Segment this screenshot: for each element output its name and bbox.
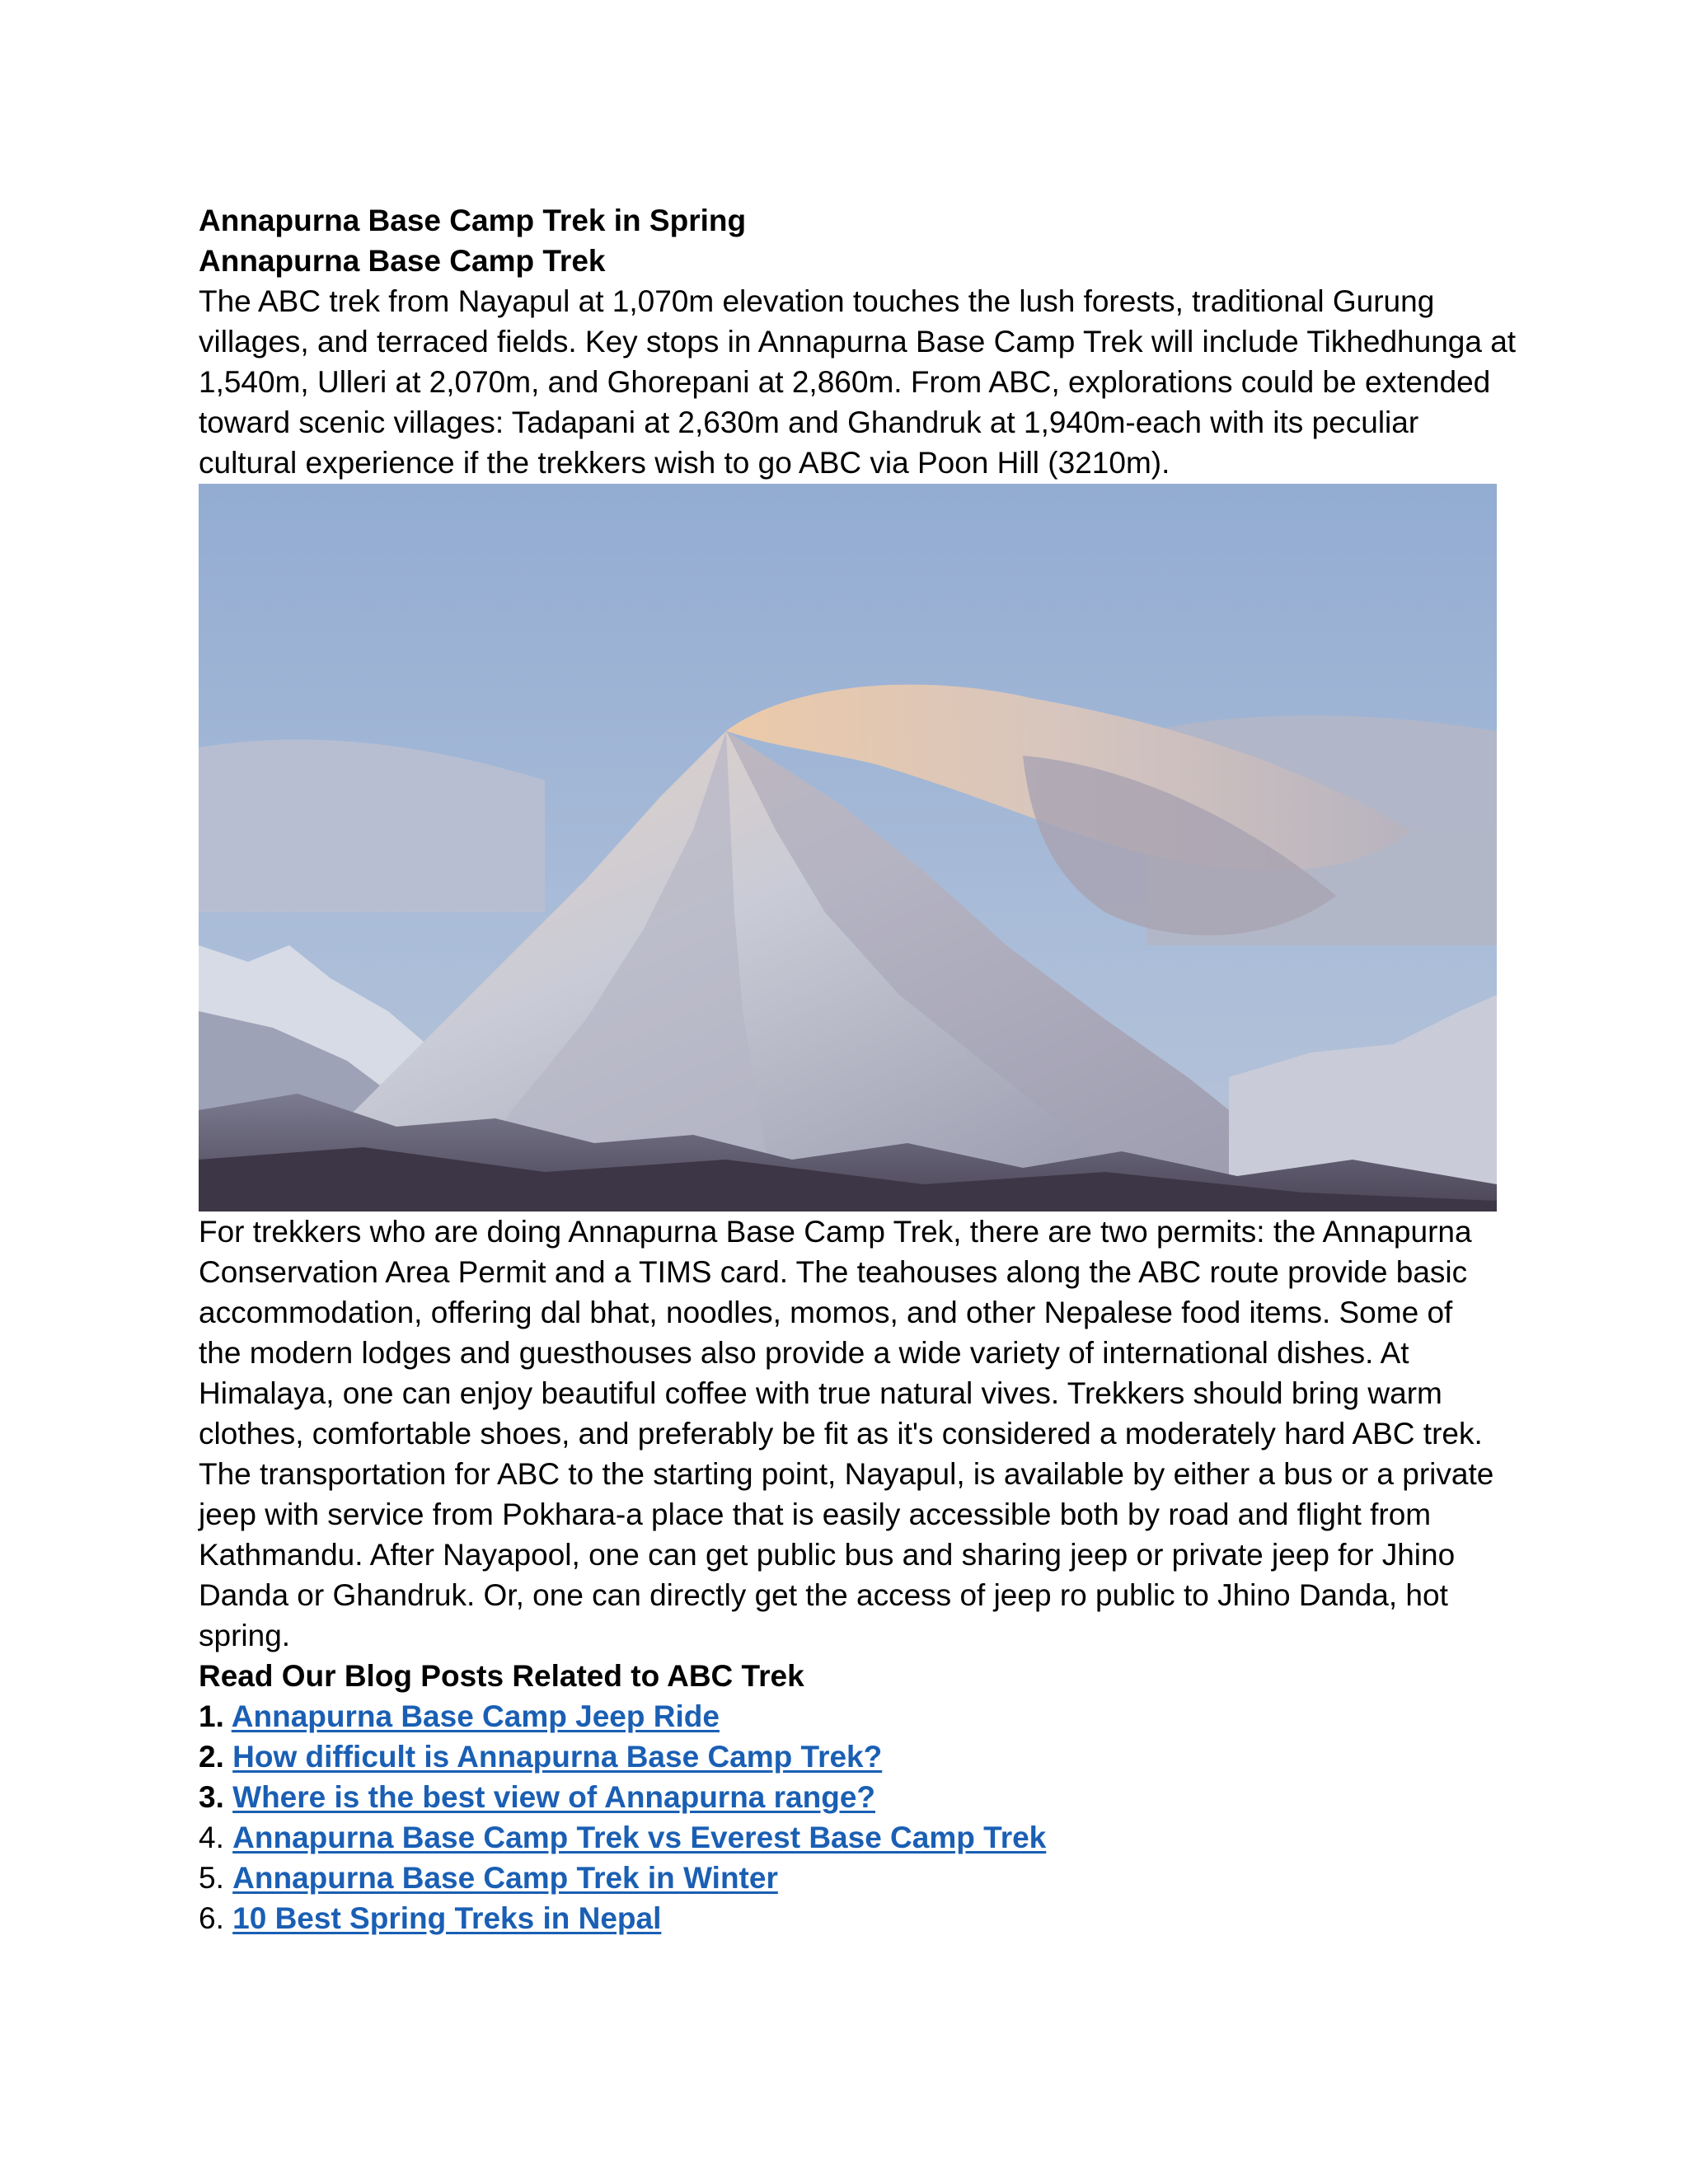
body-line: Himalaya, one can enjoy beautiful coffee with true natural vives. Trekkers should bring warm <box>199 1376 1442 1410</box>
body-line: accommodation, offering dal bhat, noodles, momos, and other Nepalese food items. Some of <box>199 1296 1453 1329</box>
body-line: The transportation for ABC to the starting point, Nayapul, is available by either a bus or a private <box>199 1457 1494 1491</box>
body-paragraph <box>199 1212 1501 1656</box>
mountain-photo <box>199 484 1497 1212</box>
blog-link-jeep-ride[interactable]: Annapurna Base Camp Jeep Ride <box>231 1699 720 1733</box>
intro-line: 1,540m, Ulleri at 2,070m, and Ghorepani at 2,860m. From ABC, explorations could be extended <box>199 365 1491 399</box>
body-line: clothes, comfortable shoes, and preferably be fit as it's considered a moderately hard ABC trek. <box>199 1417 1483 1451</box>
intro-line: The ABC trek from Nayapul at 1,070m elevation touches the lush forests, traditional Gurung <box>199 284 1435 318</box>
body-line: jeep with service from Pokhara-a place that is easily accessible both by road and flight from <box>199 1497 1432 1531</box>
intro-line: toward scenic villages: Tadapani at 2,630m and Ghandruk at 1,940m-each with its peculiar <box>199 405 1419 439</box>
blog-links-list <box>199 1696 1501 1938</box>
list-number: 2. <box>199 1740 233 1774</box>
list-number: 6. <box>199 1901 233 1935</box>
list-item <box>199 1696 1501 1736</box>
document-page <box>199 200 1517 1938</box>
list-item <box>199 1817 1501 1858</box>
list-number: 1. <box>199 1699 232 1733</box>
body-line: For trekkers who are doing Annapurna Base Camp Trek, there are two permits: the Annapurna <box>199 1215 1472 1249</box>
blog-link-spring-treks[interactable]: 10 Best Spring Treks in Nepal <box>232 1901 662 1935</box>
blog-link-winter[interactable]: Annapurna Base Camp Trek in Winter <box>232 1861 778 1895</box>
blog-link-abc-vs-ebc[interactable]: Annapurna Base Camp Trek vs Everest Base Camp Trek <box>232 1821 1047 1854</box>
intro-line: villages, and terraced fields. Key stops in Annapurna Base Camp Trek will include Tikhedhunga at <box>199 325 1517 359</box>
blog-link-difficulty[interactable]: How difficult is Annapurna Base Camp Trek? <box>232 1740 883 1774</box>
list-item <box>199 1898 1501 1938</box>
mountain-image-illustration <box>199 484 1497 1212</box>
doc-title: Annapurna Base Camp Trek in Spring <box>199 204 747 237</box>
blog-heading: Read Our Blog Posts Related to ABC Trek <box>199 1659 804 1693</box>
list-number: 5. <box>199 1861 233 1895</box>
list-item <box>199 1858 1501 1898</box>
body-line: the modern lodges and guesthouses also provide a wide variety of international dishes. At <box>199 1336 1409 1370</box>
list-item <box>199 1736 1501 1777</box>
intro-line: cultural experience if the trekkers wish to go ABC via Poon Hill (3210m). <box>199 446 1170 480</box>
body-line: Conservation Area Permit and a TIMS card. The teahouses along the ABC route provide basic <box>199 1255 1468 1289</box>
list-item <box>199 1777 1501 1817</box>
body-line: spring. <box>199 1619 291 1652</box>
doc-subtitle: Annapurna Base Camp Trek <box>199 244 606 278</box>
intro-paragraph <box>199 281 1517 483</box>
body-line: Kathmandu. After Nayapool, one can get public bus and sharing jeep or private jeep for Jhino <box>199 1538 1456 1572</box>
list-number: 3. <box>199 1780 233 1814</box>
list-number: 4. <box>199 1821 233 1854</box>
body-line: Danda or Ghandruk. Or, one can directly get the access of jeep ro public to Jhino Danda, hot <box>199 1578 1448 1612</box>
blog-link-best-view[interactable]: Where is the best view of Annapurna range? <box>232 1780 876 1814</box>
